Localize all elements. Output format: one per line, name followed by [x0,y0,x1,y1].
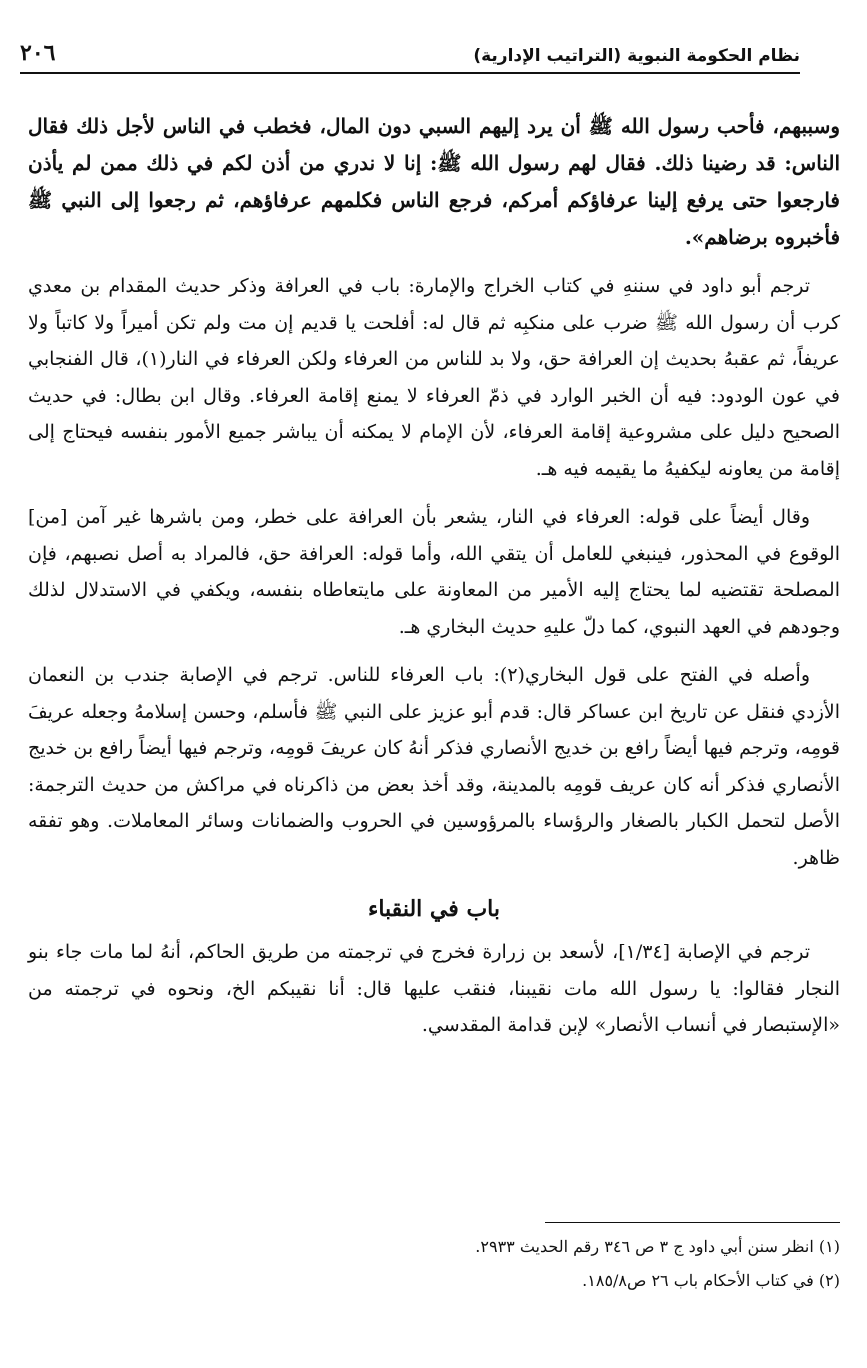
page-number: ٢٠٦ [20,40,56,66]
footnote-divider [545,1222,840,1223]
main-text [28,108,840,1056]
running-title: نظام الحكومة النبوية (التراتيب الإدارية) [473,46,800,66]
paragraph-nuqaba: ترجم في الإصابة [١/٣٤]، لأسعد بن زرارة فخرج في ترجمته من طريق الحاكم، أنهُ لما مات جاء بنو النجار فقالوا: يا رسول الله مات نقيبنا، فنقب عليها قال: أنا نقيبكم الخ، ونحوه في ترجمته من «الإستبصار في أنساب الأنصار» لإبن قدامة المقدسي. [28,941,840,1036]
paragraph-fath-al-bari: وأصله في الفتح على قول البخاري(٢): باب العرفاء للناس. ترجم في الإصابة جندب بن النعمان الأزدي فنقل عن تاريخ ابن عساكر قال: قدم أبو عزيز على النبي ﷺ فأسلم، وحسن إسلامهُ وجعله عريفَ قومِه، وترجم فيها أيضاً رافع بن خديج الأنصاري فذكر أنهُ كان عريفَ قومِه، وترجم فيها أيضاً رافع بن خديج الأنصاري فذكر أنه كان عريف قومِه بالمدينة، وقد أخذ بعض من ذاكرناه في مراكش من حديث الترجمة: الأصل لتحمل الكبار بالصغار والرؤساء بالمرؤوسين في الحروب والضمانات وسائر المعاملات. وهو تفقه ظاهر. [28,664,840,869]
page-header [20,30,800,74]
section-heading: باب في النقباء [368,896,500,922]
footnote-1: (١) انظر سنن أبي داود ج ٣ ص ٣٤٦ رقم الحديث ٢٩٣٣. [475,1237,840,1256]
footnote-2: (٢) في كتاب الأحكام باب ٢٦ ص١٨٥/٨. [582,1271,840,1290]
paragraph-hadith-continuation: وسببهم، فأحب رسول الله ﷺ أن يرد إليهم السبي دون المال، فخطب في الناس لأجل ذلك فقال الناس: قد رضينا ذلك. فقال لهم رسول الله ﷺ: إنا لا ندري من أذن لكم في ذلك ممن لم يأذن فارجعوا حتى يرفع إلينا عرفاؤكم أمركم، فرجع الناس فكلمهم عرفاؤهم، ثم رجعوا إلى النبي ﷺ فأخبروه برضاهم». [28,114,840,249]
paragraph-commentary: وقال أيضاً على قوله: العرفاء في النار، يشعر بأن العرافة على خطر، ومن باشرها غير آمن [من] الوقوع في المحذور، فينبغي للعامل أن يتقي الله، وأما قوله: العرافة حق، فالمراد به أصل نصبهم، فإن المصلحة تقتضيه لما يحتاج إليه الأمير من المعاونة على مايتعاطاه بنفسه، ويكفي في الاستدلال لذلك وجودهم في العهد النبوي، كما دلّ عليهِ حديث البخاري هـ. [28,506,840,638]
paragraph-abu-dawud: ترجم أبو داود في سننهِ في كتاب الخراج والإمارة: باب في العرافة وذكر حديث المقدام بن معدي كرب أن رسول الله ﷺ ضرب على منكبِه ثم قال له: أفلحت يا قديم إن مت ولم تكن أميراً ولا كاتباً ولا عريفاً، ثم عقبهُ بحديث إن العرافة حق، ولا بد للناس من العرفاء ولكن العرفاء في النار(١)، قال الفنجابي في عون الودود: فيه أن الخبر الوارد في ذمّ العرفاء لا يمنع إقامة العرفاء. وقال ابن بطال: في حديث الصحيح دليل على مشروعية إقامة العرفاء، لأن الإمام لا يمكنه أن يباشر جميع الأمور بنفسه فيحتاج إلى إقامة من يعاونه ليكفيهُ ما يقيمه فيه هـ. [28,275,840,480]
footnotes [28,1232,840,1300]
